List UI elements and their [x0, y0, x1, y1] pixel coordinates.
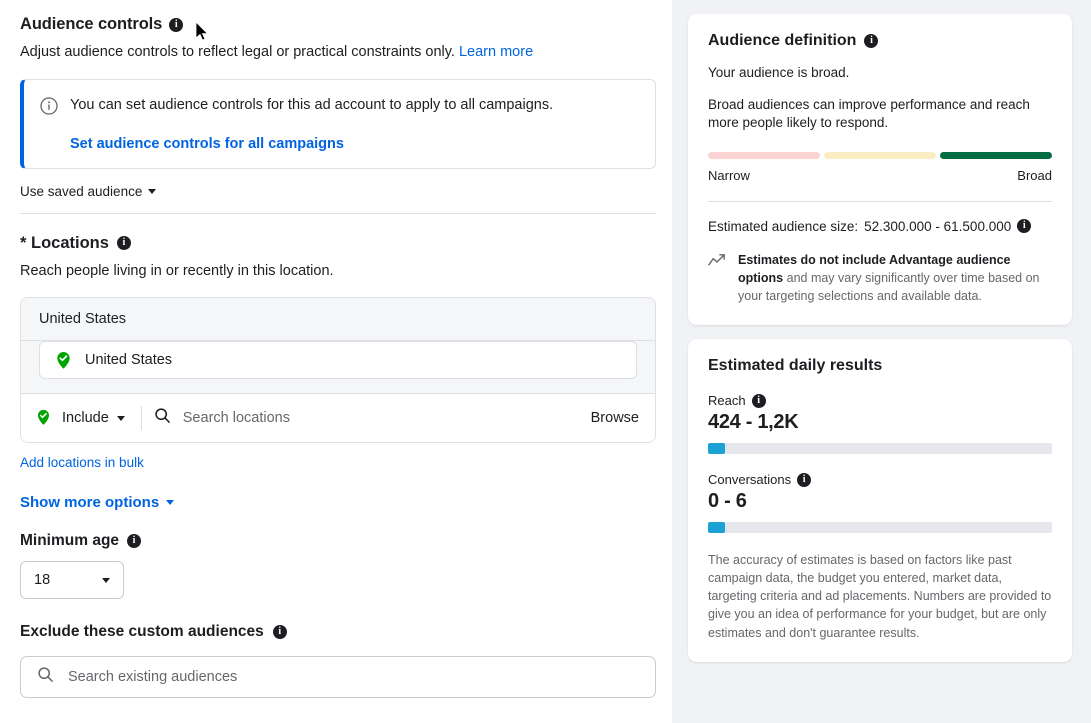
use-saved-audience-dropdown[interactable] [20, 184, 156, 199]
estimates-note-rest: and may vary significantly over time based on your targeting selections and available data. [738, 270, 1040, 303]
trend-chart-icon [708, 253, 727, 305]
exclude-custom-audiences-label-text: Exclude these custom audiences [20, 623, 264, 641]
search-icon [154, 407, 171, 429]
audience-breadth-meter [708, 152, 1052, 159]
info-icon[interactable]: i [273, 625, 287, 639]
exclude-custom-audiences-label [20, 623, 656, 641]
audience-definition-card [688, 14, 1072, 325]
locations-label [20, 234, 656, 253]
metric-reach-bar-fill [708, 443, 725, 454]
metric-conversations [708, 472, 1052, 533]
use-saved-audience-label: Use saved audience [20, 183, 143, 199]
estimates-sidebar [672, 0, 1091, 723]
audience-definition-line1: Your audience is broad. [708, 65, 850, 80]
info-icon[interactable]: i [127, 534, 141, 548]
info-icon[interactable]: i [169, 18, 183, 32]
meter-label-narrow: Narrow [708, 167, 750, 183]
metric-reach-label [708, 393, 1052, 408]
info-icon[interactable]: i [117, 236, 131, 250]
chevron-down-icon [117, 416, 125, 421]
exclude-audiences-input[interactable] [66, 668, 639, 686]
metric-conversations-label-text: Conversations [708, 472, 792, 488]
estimated-daily-results-title [708, 357, 1052, 375]
minimum-age-label [20, 532, 656, 550]
estimates-note-text [738, 251, 1052, 305]
minimum-age-select[interactable] [20, 561, 124, 599]
locations-search-row [21, 394, 655, 442]
browse-locations-button[interactable]: Browse [590, 410, 639, 427]
locations-search-wrap [154, 407, 591, 429]
page-description-text: Adjust audience controls to reflect legal or practical constraints only. [20, 44, 459, 60]
locations-group-header: United States [21, 298, 655, 341]
location-pin-icon [54, 351, 73, 370]
info-icon[interactable]: i [864, 34, 878, 48]
chevron-down-icon [148, 189, 156, 194]
notice-text: You can set audience controls for this ad account to apply to all campaigns. [70, 96, 554, 113]
estimated-daily-results-title-text: Estimated daily results [708, 357, 883, 375]
locations-search-input[interactable] [181, 409, 591, 427]
estimates-note-bold: Estimates do not include Advantage audience options [738, 252, 1011, 285]
meter-segment-narrow [708, 152, 820, 159]
locations-chip-row [21, 341, 655, 394]
location-chip-label: United States [85, 352, 173, 369]
estimated-audience-size-label: Estimated audience size: [708, 218, 859, 234]
show-more-options-toggle[interactable] [20, 494, 174, 511]
info-icon[interactable]: i [752, 394, 766, 408]
location-pin-icon [35, 409, 54, 428]
meter-labels [708, 168, 1052, 183]
exclude-audiences-search[interactable] [20, 656, 656, 698]
metric-conversations-bar-fill [708, 522, 725, 533]
metric-conversations-value: 0 - 6 [708, 490, 747, 513]
minimum-age-value: 18 [34, 572, 51, 589]
info-icon[interactable]: i [797, 473, 811, 487]
metric-reach-value: 424 - 1,2K [708, 411, 799, 434]
accuracy-disclaimer: The accuracy of estimates is based on factors like past campaign data, the budget you entered, market data, targeting criteria and ad placements. Numbers are provided to give you an idea of performance for your budget, but are only estimates and don't guarantee results. [708, 553, 1052, 640]
locations-description: Reach people living in or recently in this location. [20, 262, 334, 279]
audience-controls-notice [20, 79, 656, 169]
info-icon[interactable]: i [1017, 219, 1031, 233]
meter-label-broad: Broad [1017, 167, 1052, 183]
estimated-audience-size-value: 52.300.000 - 61.500.000 [864, 218, 1012, 234]
divider [708, 201, 1052, 202]
divider [20, 213, 656, 214]
estimated-audience-size [708, 219, 1052, 234]
page-title-text: Audience controls [20, 15, 163, 33]
locations-label-text: * Locations [20, 233, 109, 252]
meter-segment-broad [940, 152, 1052, 159]
location-chip[interactable] [39, 341, 637, 379]
chevron-down-icon [166, 500, 174, 505]
metric-reach [708, 393, 1052, 454]
show-more-options-label: Show more options [20, 494, 160, 512]
metric-conversations-bar [708, 522, 1052, 533]
audience-definition-title [708, 32, 1052, 50]
set-audience-controls-link[interactable]: Set audience controls for all campaigns [70, 135, 344, 152]
minimum-age-label-text: Minimum age [20, 532, 120, 550]
meter-segment-middle [824, 152, 936, 159]
estimates-note [708, 251, 1052, 305]
metric-conversations-label [708, 472, 1052, 487]
include-exclude-dropdown[interactable] [35, 409, 129, 428]
page-description [20, 43, 656, 63]
audience-definition-line2: Broad audiences can improve performance and reach more people likely to respond. [708, 97, 1030, 131]
search-icon [37, 666, 54, 688]
metric-reach-bar [708, 443, 1052, 454]
locations-panel [20, 297, 656, 443]
add-locations-in-bulk-link[interactable]: Add locations in bulk [20, 455, 144, 471]
metric-reach-label-text: Reach [708, 393, 746, 409]
estimated-daily-results-card [688, 339, 1072, 662]
info-circle-icon [40, 97, 58, 120]
divider [141, 406, 142, 430]
learn-more-link[interactable]: Learn more [458, 44, 534, 60]
include-label: Include [62, 410, 109, 427]
chevron-down-icon [102, 578, 110, 583]
page-title [20, 8, 656, 34]
audience-definition-title-text: Audience definition [708, 32, 857, 49]
